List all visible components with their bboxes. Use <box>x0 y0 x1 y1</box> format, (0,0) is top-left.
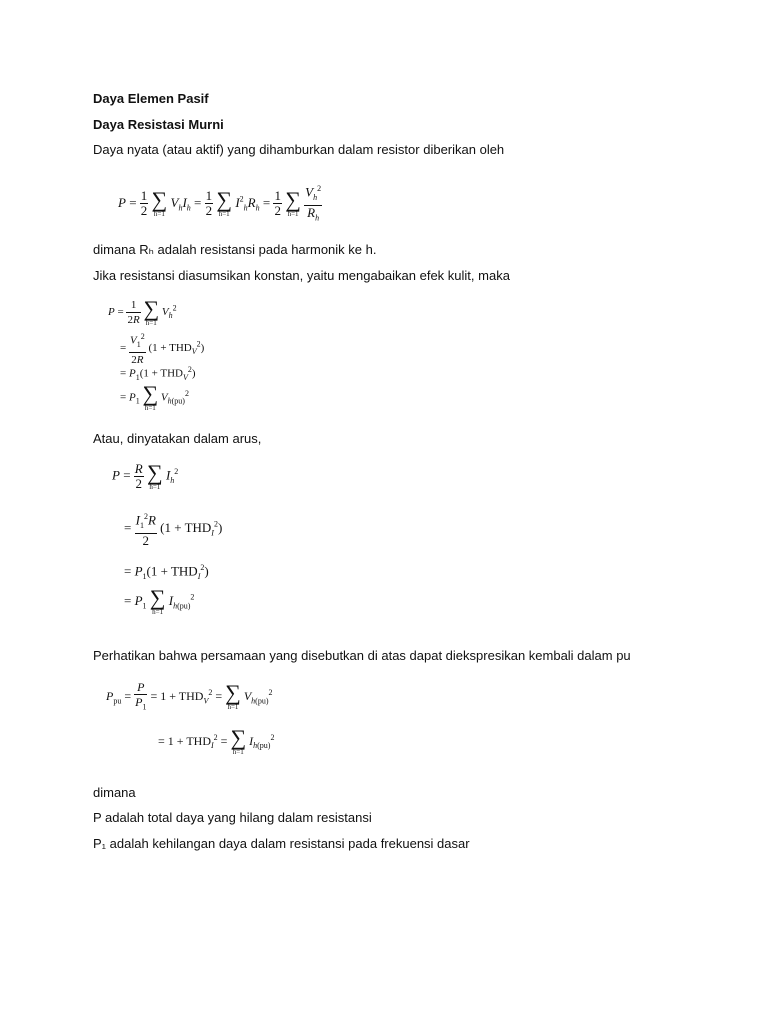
paragraph-jika-resistansi: Jika resistansi diasumsikan konstan, yaitu mengabaikan efek kulit, maka <box>93 268 510 283</box>
paragraph-p1-dasar: P₁ adalah kehilangan daya dalam resistansi pada frekuensi dasar <box>93 836 470 851</box>
equation-power-current: P = $\frac{R}{2}$ ∑ h=1 $I_h^2$ = $\frac{I_1^2R}{2}$ $(1 + THD_I^2)$ = $P_1(1 + THD_I^2)$ = $P_1$ ∑ h=1 $I_{h(pu)}^2$ <box>112 459 223 616</box>
paragraph-atau-arus: Atau, dinyatakan dalam arus, <box>93 431 262 446</box>
equation-power-resistor: P = $\frac{1}{2}$ ∑ h=1 $V_hI_h$ = $\frac{1}{2}$ ∑ h=1 $I^2_hR_h$ = $\frac{1}{2}$ ∑ h=1 $\frac{V_h^2}{R_h}$ <box>118 184 322 223</box>
paragraph-daya-nyata: Daya nyata (atau aktif) yang dihamburkan dalam resistor diberikan oleh <box>93 142 505 157</box>
heading-daya-resistasi-murni: Daya Resistasi Murni <box>93 117 224 132</box>
paragraph-p-total: P adalah total daya yang hilang dalam resistansi <box>93 810 372 825</box>
heading-daya-elemen-pasif: Daya Elemen Pasif <box>93 91 209 106</box>
paragraph-perhatikan: Perhatikan bahwa persamaan yang disebutkan di atas dapat diekspresikan kembali dalam pu <box>93 648 631 663</box>
equation-power-voltage: P = $\frac{1}{2R}$ ∑ h=1 $V_h^2$ = $\frac{V_1^2}{2R}$ $(1 + THD_V^2)$ = $P_1(1 + THD_V^2)$ = $P_1$ ∑ h=1 $V_{h(pu)}^2$ <box>108 295 205 412</box>
paragraph-dimana: dimana <box>93 785 136 800</box>
equation-power-pu: $P_{pu}$ = $\frac{P}{P_1}$ = $1 + THD_V^2$ = ∑ h=1 $V_{h(pu)}^2$ = $1 + THD_I^2$ = ∑ h=1 $I_{h(pu)}^2$ <box>106 680 275 756</box>
paragraph-dimana-rh: dimana Rₕ adalah resistansi pada harmonik ke h. <box>93 242 377 257</box>
